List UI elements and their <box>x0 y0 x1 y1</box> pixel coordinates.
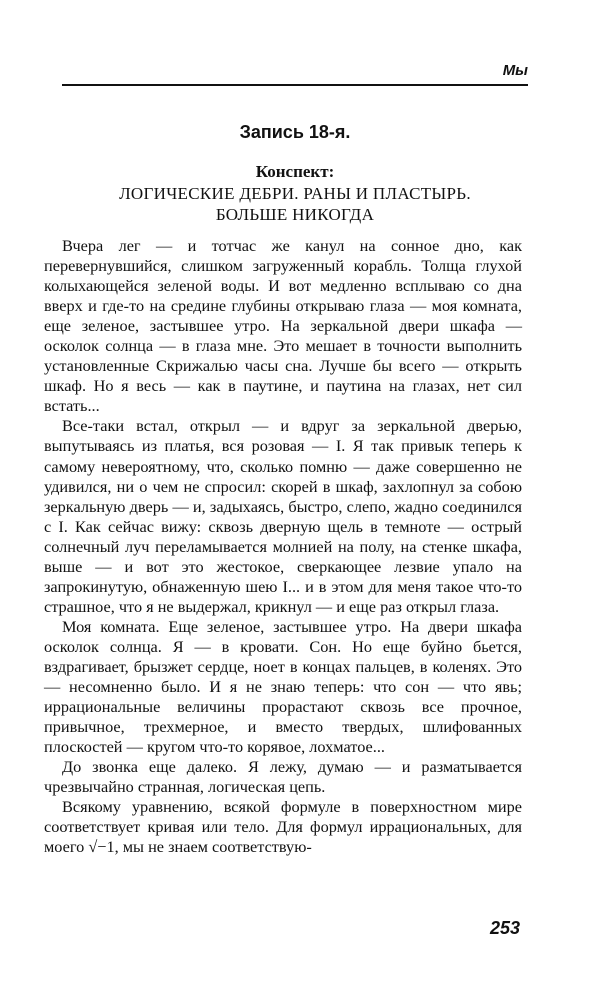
synopsis-line: БОЛЬШЕ НИКОГДА <box>215 205 375 224</box>
entry-title: Запись 18-я. <box>239 122 351 142</box>
synopsis-label: Конспект: <box>255 162 335 181</box>
paragraph: Все-таки встал, открыл — и вдруг за зеркальной дверью, выпутываясь из платья, вся розовая — I. Я так привык теперь к самому невероятному, что, сколько помню — даже совершенно не удивился, ни о чем не спросил: скорей в шкаф, захлопнул за собою зеркальную дверь — и, задыхаясь, быстро, слепо, жадно соединился с I. Как сейчас вижу: сквозь дверную щель в темноте — острый солнечный луч переламывается молнией на полу, на стенке шкафа, выше — и вот это жестокое, сверкающее лезвие упало на запрокинутую, обнаженную шею I... и в этом для меня такое что-то страшное, что я не выдержал, крикнул — и еще раз открыл глаза. <box>44 416 522 616</box>
page-number: 253 <box>489 918 520 938</box>
synopsis-line: ЛОГИЧЕСКИЕ ДЕБРИ. РАНЫ И ПЛАСТЫРЬ. <box>119 184 471 203</box>
header-rule <box>62 84 528 86</box>
paragraph: Моя комната. Еще зеленое, застывшее утро. На двери шкафа осколок солнца. Я — в кровати. Сон. Но еще буйно бьется, вздрагивает, брызжет сердце, ноет в концах пальцев, в коленях. Это — несомненно было. И я не знаю теперь: что сон — что явь; иррациональные величины прорастают сквозь все прочное, привычное, трехмерное, и вместо твердых, шлифованных плоскостей — кругом что-то корявое, лохматое... <box>44 616 522 757</box>
running-head: Мы <box>502 62 528 79</box>
paragraph: Всякому уравнению, всякой формуле в поверхностном мире соответствует кривая или тело. Для формул иррациональных, для моего √−1, мы не знаем соответствую- <box>44 797 522 857</box>
paragraph: До звонка еще далеко. Я лежу, думаю — и разматывается чрезвычайно странная, логическая цепь. <box>44 757 522 797</box>
paragraph: Вчера лег — и тотчас же канул на сонное дно, как перевернувшийся, слишком загруженный корабль. Толща глухой колыхающейся зеленой воды. И вот медленно всплываю со дна вверх и где-то на средине глубины открываю глаза — моя комната, еще зеленое, застывшее утро. На зеркальной двери шкафа — осколок солнца — в глаза мне. Это мешает в точности выполнить установленные Скрижалью часы сна. Лучше бы всего — открыть шкаф. Но я весь — как в паутине, и паутина на глазах, нет сил встать... <box>44 236 522 416</box>
body-text <box>44 236 522 857</box>
